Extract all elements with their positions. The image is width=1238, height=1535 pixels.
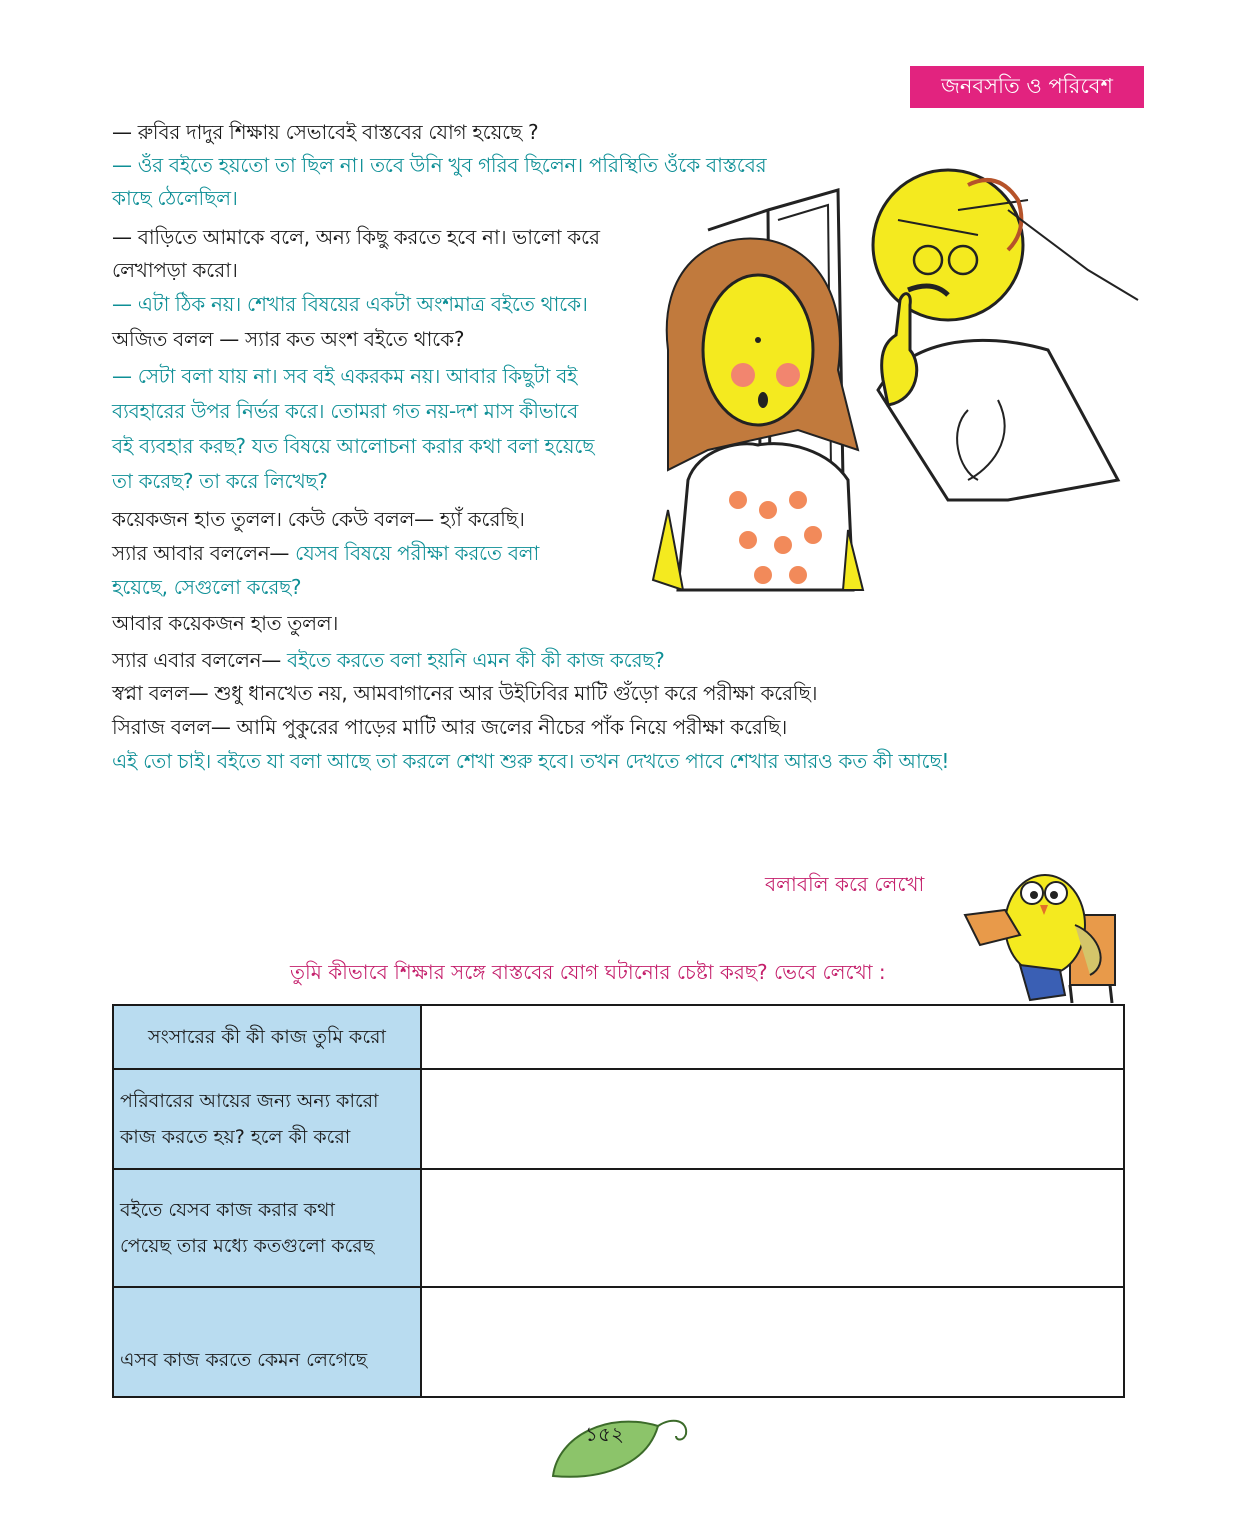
dialogue-line: অজিত বলল — স্যার কত অংশ বইতে থাকে? bbox=[112, 327, 465, 351]
dialogue-line: ব্যবহারের উপর নির্ভর করে। তোমরা গত নয়-দশ মাস কীভাবে bbox=[112, 399, 578, 423]
table-row bbox=[113, 1005, 1124, 1069]
dialogue-line: — ওঁর বইতে হয়তো তা ছিল না। তবে উনি খুব গরিব ছিলেন। পরিস্থিতি ওঁকে বাস্তবের bbox=[112, 153, 767, 177]
dialogue-speech: বইতে করতে বলা হয়নি এমন কী কী কাজ করেছ? bbox=[287, 648, 665, 672]
dialogue-line: তা করেছ? তা করে লিখেছ? bbox=[112, 469, 328, 493]
dialogue-line: — সেটা বলা যায় না। সব বই একরকম নয়। আবার কিছুটা বই bbox=[112, 364, 578, 388]
question-cell bbox=[113, 1069, 421, 1169]
page-number: ১৫২ bbox=[585, 1422, 624, 1446]
dialogue-line: কাছে ঠেলেছিল। bbox=[112, 186, 238, 210]
dialogue-speaker: স্যার আবার বললেন— bbox=[112, 541, 296, 565]
question-line: পেয়েছ তার মধ্যে কতগুলো করেছ bbox=[120, 1235, 375, 1257]
dialogue-line: লেখাপড়া করো। bbox=[112, 258, 238, 282]
answer-cell[interactable] bbox=[421, 1005, 1124, 1069]
dialogue-line: কয়েকজন হাত তুলল। কেউ কেউ বলল— হ্যাঁ করেছি। bbox=[112, 507, 525, 531]
question-cell bbox=[113, 1005, 421, 1069]
question-cell bbox=[113, 1169, 421, 1287]
table-row bbox=[113, 1169, 1124, 1287]
dialogue-line: এই তো চাই। বইতে যা বলা আছে তা করলে শেখা শুরু হবে। তখন দেখতে পাবে শেখার আরও কত কী আছে! bbox=[112, 749, 950, 773]
table-row bbox=[113, 1287, 1124, 1397]
dialogue-speech: যেসব বিষয়ে পরীক্ষা করতে বলা bbox=[295, 541, 540, 565]
activity-label: বলাবলি করে লেখো bbox=[765, 872, 925, 896]
dialogue-speaker: স্যার এবার বললেন— bbox=[112, 648, 288, 672]
activity-table bbox=[112, 1004, 1125, 1398]
dialogue-line: স্বপ্না বলল— শুধু ধানখেত নয়, আমবাগানের আর উইঢিবির মাটি গুঁড়ো করে পরীক্ষা করেছি। bbox=[112, 681, 818, 705]
activity-instruction: তুমি কীভাবে শিক্ষার সঙ্গে বাস্তবের যোগ ঘটানোর চেষ্টা করছ? ভেবে লেখো : bbox=[290, 960, 886, 984]
question-line: পরিবারের আয়ের জন্য অন্য কারো bbox=[120, 1090, 379, 1112]
dialogue-line: — এটা ঠিক নয়। শেখার বিষয়ের একটা অংশমাত্র বইতে থাকে। bbox=[112, 292, 588, 316]
question-cell bbox=[113, 1287, 421, 1397]
dialogue-line: বই ব্যবহার করছ? যত বিষয়ে আলোচনা করার কথা বলা হয়েছে bbox=[112, 434, 595, 458]
dialogue-line: — রুবির দাদুর শিক্ষায় সেভাবেই বাস্তবের যোগ হয়েছে ? bbox=[112, 120, 539, 144]
question-line: সংসারের কী কী কাজ তুমি করো bbox=[148, 1026, 386, 1048]
owl-reading-illustration bbox=[960, 855, 1130, 1005]
question-line: এসব কাজ করতে কেমন লেগেছে bbox=[120, 1349, 368, 1371]
dialogue-line: সিরাজ বলল— আমি পুকুরের পাড়ের মাটি আর জলের নীচের পাঁক নিয়ে পরীক্ষা করেছি। bbox=[112, 715, 787, 739]
teacher-student-illustration bbox=[648, 150, 1148, 600]
dialogue-line bbox=[112, 538, 539, 568]
answer-cell[interactable] bbox=[421, 1287, 1124, 1397]
answer-cell[interactable] bbox=[421, 1069, 1124, 1169]
question-line: বইতে যেসব কাজ করার কথা bbox=[120, 1199, 335, 1221]
dialogue-line: — বাড়িতে আমাকে বলে, অন্য কিছু করতে হবে না। ভালো করে bbox=[112, 225, 600, 249]
dialogue-line bbox=[112, 645, 664, 675]
chapter-tag: জনবসতি ও পরিবেশ bbox=[910, 66, 1144, 108]
table-row bbox=[113, 1069, 1124, 1169]
answer-cell[interactable] bbox=[421, 1169, 1124, 1287]
question-line: কাজ করতে হয়? হলে কী করো bbox=[120, 1126, 351, 1148]
dialogue-line: আবার কয়েকজন হাত তুলল। bbox=[112, 611, 339, 635]
dialogue-line: হয়েছে, সেগুলো করেছ? bbox=[112, 575, 302, 599]
